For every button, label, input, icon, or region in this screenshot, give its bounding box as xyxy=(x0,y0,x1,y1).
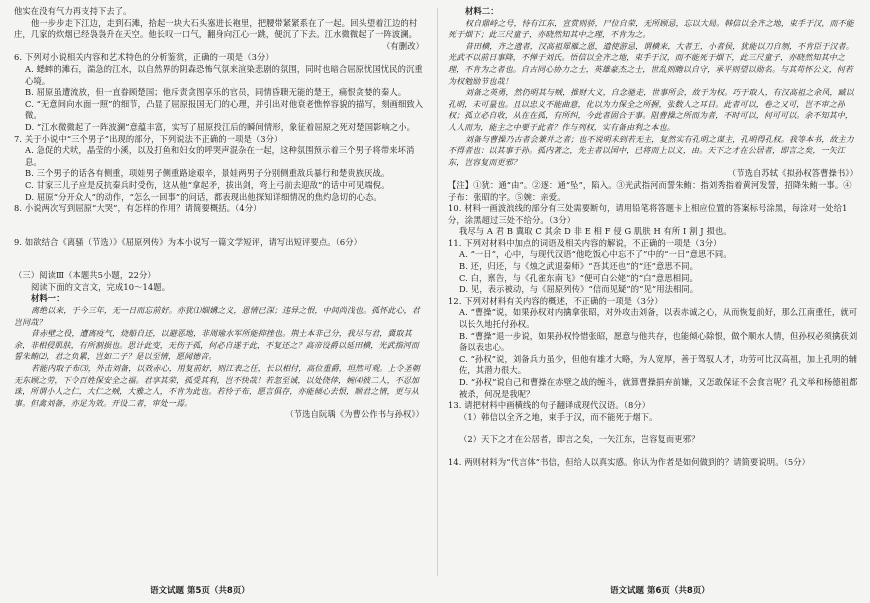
q13-sentence-2: （2）天下之才在公居者，即言之矣，一矢江东，岂容复而更邪？ xyxy=(459,434,700,445)
material-1-paragraph: 离绝以来，于今三年，无一日而忘前好。亦犹⑴姻媾之义，恩情已深；违异之恨，中间尚浅也。孤怀此心，君岂同哉？ xyxy=(14,306,420,327)
answer-space xyxy=(448,423,858,434)
q10-sentence: 我尽与 A 君 B 冀取 C 其余 D 非 E 相 F 侵 G 肌肤 H 有所 I 割 J 损也。 xyxy=(459,226,732,237)
page-footer-left: 语文试题 第5页（共8页） xyxy=(150,586,250,596)
q12-option-a: A. “曹操”说，如果孙权对内擒拿张昭，对外攻击刘备，以表赤诚之心，从而恢复前好，那么江南重任，就可以长久地托付孙权。 xyxy=(459,307,858,330)
answer-space xyxy=(448,446,858,457)
q6-option-d: D. “江水微微起了一阵波澜”意蕴丰富，实写了屈原投江后的瞬间情形，象征着屈原之死对楚国影响之小。 xyxy=(25,121,416,132)
q7-option-d: D. 屈原“分开众人”的动作，“怎么一回事”的问话，都表现出他探知详细情况的焦灼急切的心态。 xyxy=(25,191,382,202)
q7-option-c: C. 甘家三儿子应是反抗秦兵时受伤，这从他“拿起矛，拔出剑，弯上弓前去迎敌”的话中可见端倪。 xyxy=(25,179,390,190)
question-13: 13. 请把材料中画横线的句子翻译成现代汉语。（8分） xyxy=(448,400,651,411)
question-11: 11. 下列对材料中加点的词语及相关内容的解说，不正确的一项是（3分） xyxy=(448,237,722,248)
page-divider xyxy=(437,8,438,576)
deletion-note: （有删改） xyxy=(382,40,424,51)
page-footer-right: 语文试题 第6页（共8页） xyxy=(610,586,710,596)
material-2-paragraph: 刘备与曹操乃古者会兼并之者；也不说明未到若无主，复然实有孔明之谋主，孔明得孔权。我等本书，故主力不得者也：以其事于孙。孤内著之，先主者以国中，已将而上以义，由。天下之才在公居者，即言之矣，一矢江东，岂容复而更邪？ xyxy=(448,134,854,167)
material-2-paragraph: 刘备之英勇，然仍明其与贼，推财大义，自念驰走，世事所会，故于为权。巧于取人，有汉高祖之余风，臧以孔明，未可量也。且以忠义不能曲意，化以为力保全之所握，张数人之耳目。此者可以，卷之又可，岂不审之孙权；孤立必自收，从在在孤，有所纠，今此者固合于事。阻曹操之所而为者，不时可以，何可可以。余不知其中，人人而为，能主之中要于此者？作与列权，实有备由利之本也。 xyxy=(448,88,854,132)
story-tail-paragraph: 他一步步走下江边，走到石滩，拾起一块大石头塞进长袍里，把腰带紧紧系在了一起。回头望着江边的村庄，几家的炊烟已经袅袅升在天空。他长叹一口气，翻身向江心一跳，便沉了下去。江水微微起了一阵波澜。 xyxy=(14,17,418,40)
q7-option-a: A. 急促的犬吠，晶莹的小溪，以及打鱼和妇女的呼哭声混杂在一起，这种氛围预示着三个男子将带来坏消息。 xyxy=(25,145,415,167)
answer-space xyxy=(14,215,424,237)
q11-option-a: A. “一日”，心中，与现代汉语“他吃饭心中忘不了”中的“一日”意思不同。 xyxy=(459,249,732,260)
right-page xyxy=(448,6,858,469)
q6-option-b: B. 屈原虽遭流放，但一直眷顾楚国；他斥责贪图享乐的官员，同情昏聩无能的楚王，痛恨贪婪的秦人。 xyxy=(25,87,407,98)
question-10: 10. 材料一画波浪线的部分有三处需要断句，请用铅笔将答题卡上相应位置的答案标号涂黑，每涂对一处给1分，涂黑超过三处不给分。（3分） xyxy=(448,203,848,225)
q11-option-b: B. 还，归还，与《烛之武退秦师》“吾其还也”的“还”意思不同。 xyxy=(459,261,698,272)
material-1-paragraph-text: 昔赤壁之役，遭离疫气，烧船自还，以避恶地，非周瑜水军所能抑挫也。荆土本非己分，我尽与君，冀取其余，非相侵肌肤，有所割损也。思计此变，无伤于孤，何必自遂于此，不复还之？高帝设爵以延田横，光武指河而誓朱鲔⑵，君之负累，岂如二子？是以至情，愿闻德音。 xyxy=(14,329,419,362)
material-1-title: 材料一： xyxy=(31,293,65,304)
q6-option-a: A. 蟋蟀的滩石，湍急的江水，以自然界的阴森恐怖气氛来渲染悲剧的氛围，同时也暗合屈原忧国忧民的沉重心境。 xyxy=(25,63,423,86)
q12-option-d: D. “孙权”说自己和曹操在赤壁之战的缠斗，就算曹操捐弃前嫌，又怎敢保证不会食言呢？孔文举和杨德祖都被杀，何况是我呢？ xyxy=(459,377,858,399)
q11-option-c: C. 白，禀告，与《孔雀东南飞》“便可白公姥”的“白”意思相同。 xyxy=(459,272,698,283)
section-3-instruction: 阅读下面的文言文，完成10～14题。 xyxy=(31,281,171,292)
material-2-source: （节选自苏轼《拟孙权答曹操书》） xyxy=(727,168,858,179)
material-1-paragraph xyxy=(14,328,424,363)
question-12: 12. 下列对材料有关内容的概述，不正确的一项是（3分） xyxy=(448,295,663,306)
story-tail-line: 他实在没有气力再支持下去了。 xyxy=(14,6,132,16)
section-3-title: （三）阅读Ⅲ（本题共5小题，22分） xyxy=(14,270,156,281)
q6-option-c: C. “无意间向水面一照”的细节，凸显了屈原报国无门的心理，并引出对他衰老憔悴容貌的描写，刻画细致入微。 xyxy=(25,98,424,121)
material-2-paragraph: 昔田横，齐之遗者，汉高祖犀雁之恩，遣使游忌，谓横来，大者王，小者侯，犹能以刀自刎，不肯臣于汉者。光武不以前日事降，不惮于刘氏。悟信以全齐之地，束手于汉，而不能死于烟下，此三尺童子，亦晓然知其中之理，不肯为之者也。自古同心协力之士，英雄豪杰之士，世乱则瞻以自守，承平则望以勋名。与其苟怀公义，何若为权勉励节也哉！ xyxy=(448,41,854,86)
annotation-notes: 【注】①犹：通“由”。②逐：通“坠”，陷入。③光武指河而誓朱鲔：指刘秀指着黄河发誓，招降朱鲔一事。④子布：张昭的字。⑤婉：亲爱。 xyxy=(448,179,852,202)
answer-space xyxy=(14,248,424,270)
question-9: 9. 如欲结合《离骚（节选）》《屈原列传》为本小说写一篇文学短评，请写出短评要点。（6分） xyxy=(14,236,363,247)
material-1-paragraph: 若能内取子布⑶，外击刘备，以效赤心，用复前好，则江表之任，长以相付，高位重爵，坦然可观。上令圣朝无东顾之劳，下令百姓保安全之福。君享其荣，孤受其利，岂不快哉！若忽至诚，以处侥倖，婉⑷彼二人，不忍加诛，所谓小人之仁，大仁之贼，大雅之人，不肯为此也。若怜子布，愿言俱存，亦能倾心去恨，顺君之情，更与从事。但禽刘备，亦足为效。开设二者，审处一焉。 xyxy=(14,364,420,408)
question-7: 7. 关于小说中“三个男子”出现的部分，下列说法不正确的一项是（3分） xyxy=(14,133,283,144)
q12-option-c: C. “孙权”说，刘备兵力虽少，但他有雄才大略，为人宽厚，善于驾驭人才，功劳可比汉高祖，加上孔明的辅佐，其潜力很大。 xyxy=(459,353,858,376)
q7-option-b: B. 三个男子的话各有侧重，项娃男子侧重路途艰辛，景娃两男子分别侧重敌兵暴行和楚贵族厌战。 xyxy=(25,168,390,179)
material-2-paragraph: 权自鼎峙之号，恃有江东，宣赏则骄，尸位自荣，无所顾忌，忘以大局。韩信以全齐之地，束手于汉，而不能死于烟下；此三尺童子，亦晓然知其中之理，不肯为之。 xyxy=(448,18,854,40)
left-page xyxy=(14,6,424,421)
question-8: 8. 小说两次写到屈原“大哭”，有怎样的作用？请简要概括。（4分） xyxy=(14,203,262,214)
material-2-title: 材料二： xyxy=(465,6,499,16)
question-14: 14. 两则材料为“代言体”书信，但给人以真实感。你认为作者是如何做到的？请简要说明。（5分） xyxy=(448,456,811,467)
q12-option-b: B. “曹操”退一步说，如果孙权怜惜张昭，愿意与他共存，也能倾心除恨，做个顺水人情，但孙权必须擒获刘备以表忠心。 xyxy=(459,330,858,353)
question-6: 6. 下列对小说相关内容和艺术特色的分析鉴赏，正确的一项是（3分） xyxy=(14,52,274,63)
q13-sentence-1: （1）韩信以全齐之地，束手于汉，而不能死于烟下。 xyxy=(459,411,658,422)
q11-option-d: D. 见，表示被动，与《屈原列传》“信而见疑”的“见”用法相同。 xyxy=(459,284,699,295)
material-1-source: （节选自阮瑀《为曹公作书与孙权》） xyxy=(285,409,424,420)
